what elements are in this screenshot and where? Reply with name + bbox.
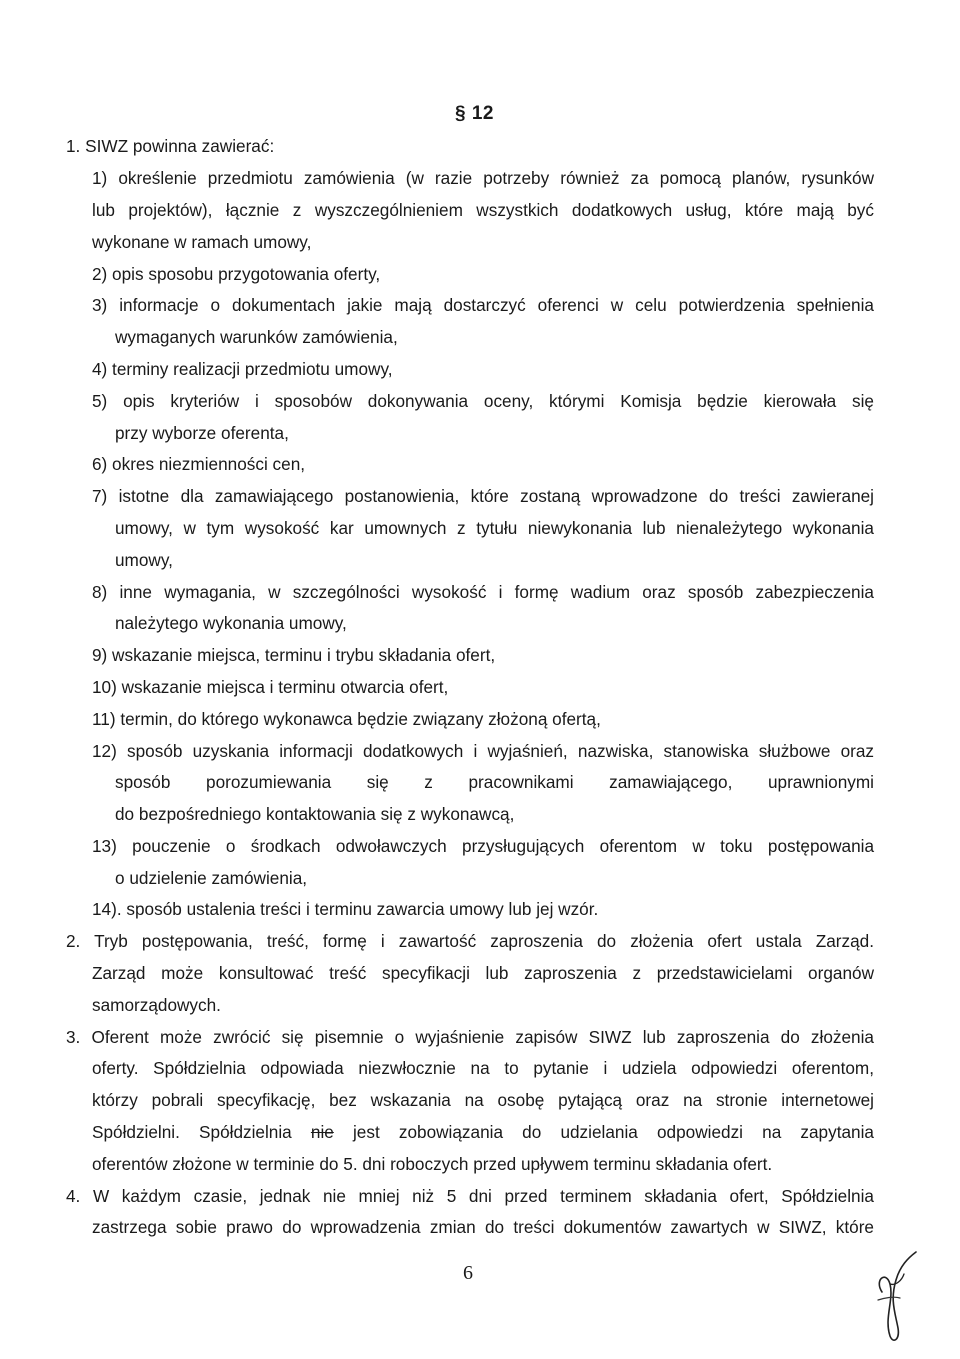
list-item-1-line-3: wykonane w ramach umowy, xyxy=(92,232,312,252)
list-item-10: 10) wskazanie miejsca i terminu otwarcia ofert, xyxy=(92,677,449,697)
struck-word: nie xyxy=(310,1122,334,1142)
list-item-12-line-3: do bezpośredniego kontaktowania się z wykonawcą, xyxy=(115,804,515,824)
paragraph-4-line-2: zastrzega sobie prawo do wprowadzenia zmian do treści dokumentów zawartych w SIWZ, które xyxy=(92,1217,874,1237)
list-item-12-line-2: sposób porozumiewania się z pracownikami zamawiającego, uprawnionymi xyxy=(115,772,874,792)
list-item-6: 6) okres niezmienności cen, xyxy=(92,454,306,474)
paragraph-3-line-4 xyxy=(92,1122,874,1142)
list-item-9: 9) wskazanie miejsca, terminu i trybu składania ofert, xyxy=(92,645,496,665)
list-item-1-line-2: lub projektów), łącznie z wyszczególnieniem wszystkich dodatkowych usług, które mają być xyxy=(92,200,874,220)
list-item-5-line-1: 5) opis kryteriów i sposobów dokonywania oceny, którymi Komisja będzie kierowała się xyxy=(92,391,874,411)
list-item-12-line-1: 12) sposób uzyskania informacji dodatkowych i wyjaśnień, nazwiska, stanowiska służbowe oraz xyxy=(92,741,874,761)
paragraph-4-line-1: 4. W każdym czasie, jednak nie mniej niż 5 dni przed terminem składania ofert, Spółdzielnia xyxy=(66,1186,874,1206)
list-item-13-line-1: 13) pouczenie o środkach odwoławczych przysługujących oferentom w toku postępowania xyxy=(92,836,874,856)
paragraph-2-line-1: 2. Tryb postępowania, treść, formę i zawartość zaproszenia do złożenia ofert ustala Zarząd. xyxy=(66,931,874,951)
list-item-3-line-1: 3) informacje o dokumentach jakie mają dostarczyć oferenci w celu potwierdzenia spełnienia xyxy=(92,295,874,315)
paragraph-2-line-3: samorządowych. xyxy=(92,995,221,1015)
list-item-4: 4) terminy realizacji przedmiotu umowy, xyxy=(92,359,393,379)
paragraph-3-line-3: którzy pobrali specyfikację, bez wskazania na osobę pytającą oraz na stronie internetowej xyxy=(92,1090,874,1110)
list-item-2: 2) opis sposobu przygotowania oferty, xyxy=(92,264,381,284)
list-item-13-line-2: o udzielenie zamówienia, xyxy=(115,868,308,888)
list-item-7-line-3: umowy, xyxy=(115,550,173,570)
list-item-5-line-2: przy wyborze oferenta, xyxy=(115,423,289,443)
list-item-11: 11) termin, do którego wykonawca będzie związany złożoną ofertą, xyxy=(92,709,601,729)
paragraph-1-heading: 1. SIWZ powinna zawierać: xyxy=(66,136,275,156)
page-number: 6 xyxy=(463,1262,473,1284)
list-item-7-line-1: 7) istotne dla zamawiającego postanowienia, które zostaną wprowadzone do treści zawieranej xyxy=(92,486,874,506)
paragraph-3-line-2: oferty. Spółdzielnia odpowiada niezwłocznie na to pytanie i udziela odpowiedzi oferentom, xyxy=(92,1058,874,1078)
list-item-3-line-2: wymaganych warunków zamówienia, xyxy=(115,327,398,347)
list-item-1-line-1: 1) określenie przedmiotu zamówienia (w razie potrzeby również za pomocą planów, rysunków xyxy=(92,168,874,188)
list-item-8-line-1: 8) inne wymagania, w szczególności wysokość i formę wadium oraz sposób zabezpieczenia xyxy=(92,582,874,602)
section-heading: § 12 xyxy=(455,103,494,124)
paragraph-2-line-2: Zarząd może konsultować treść specyfikacji lub zaproszenia z przedstawicielami organów xyxy=(92,963,874,983)
list-item-8-line-2: należytego wykonania umowy, xyxy=(115,613,347,633)
list-item-14: 14). sposób ustalenia treści i terminu zawarcia umowy lub jej wzór. xyxy=(92,899,599,919)
paragraph-3-line-4-after: jest zobowiązania do udzielania odpowiedzi na zapytania xyxy=(333,1122,874,1142)
list-item-7-line-2: umowy, w tym wysokość kar umownych z tytułu niewykonania lub nienależytego wykonania xyxy=(115,518,874,538)
signature-mark xyxy=(860,1240,930,1350)
paragraph-3-line-5: oferentów złożone w terminie do 5. dni roboczych przed upływem terminu składania ofert. xyxy=(92,1154,773,1174)
paragraph-3-line-1: 3. Oferent może zwrócić się pisemnie o wyjaśnienie zapisów SIWZ lub zaproszenia do złożenia xyxy=(66,1027,874,1047)
paragraph-3-line-4-before: Spółdzielni. Spółdzielnia xyxy=(92,1122,311,1142)
